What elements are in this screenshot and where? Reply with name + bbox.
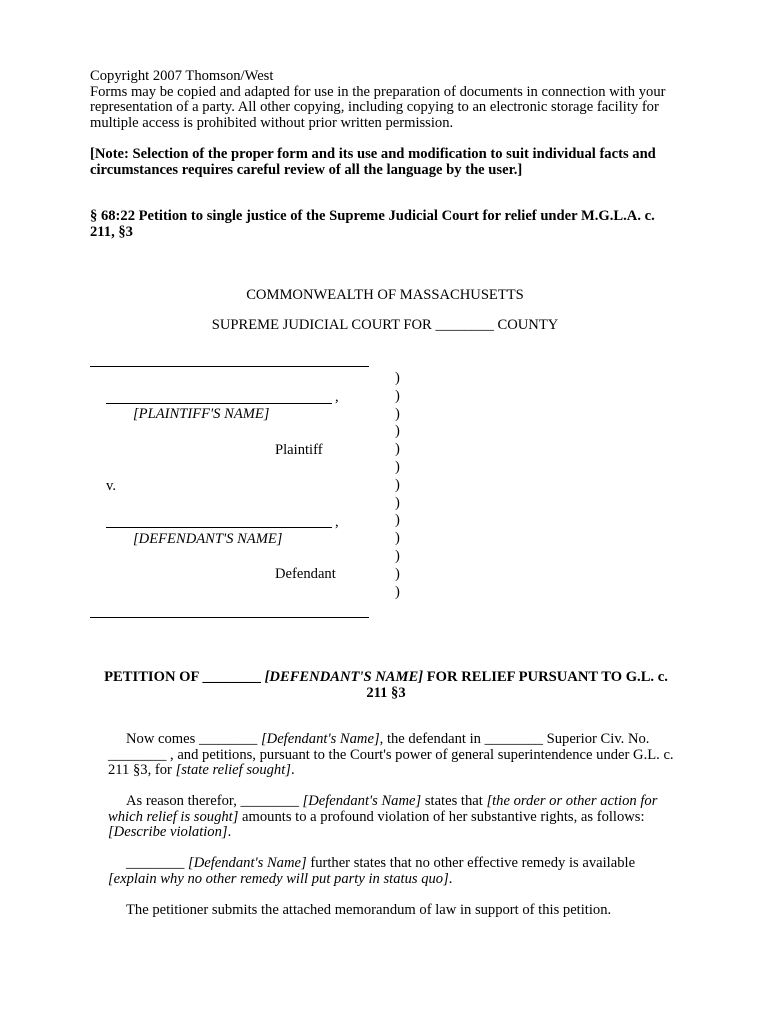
caption-bottom-rule — [90, 617, 369, 618]
caption-paren: ) — [395, 512, 400, 529]
defendant-label: Defendant — [275, 566, 336, 582]
versus-label: v. — [106, 478, 116, 494]
copyright-notice: Forms may be copied and adapted for use in the preparation of documents in connection with your representation of a party. All other copying, including copying to an electronic storage facility for multiple access is prohibited without prior written permission. — [90, 83, 666, 131]
caption-paren: ) — [395, 583, 400, 600]
caption-paren: ) — [395, 494, 400, 511]
caption-paren: ) — [395, 565, 400, 582]
caption-top-rule — [90, 366, 369, 367]
plaintiff-comma: , — [335, 389, 339, 405]
commonwealth-heading: COMMONWEALTH OF MASSACHUSETTS — [246, 287, 524, 303]
plaintiff-name-placeholder: [PLAINTIFF'S NAME] — [133, 406, 270, 422]
paragraph-now-comes: Now comes ________ [Defendant's Name], the defendant in ________ Superior Civ. No. ________ , and petitions, pursuant to the Court's power of general superintendence under G.L. c. 211 §3, for [state relief sought]. — [108, 731, 674, 779]
paragraph-reason: As reason therefor, ________ [Defendant's Name] states that [the order or other action for which relief is sought] amounts to a profound violation of her substantive rights, as follows: [Describe violation]. — [108, 793, 658, 841]
defendant-name-placeholder: [DEFENDANT'S NAME] — [133, 531, 283, 547]
caption-paren: ) — [395, 530, 400, 547]
caption-paren: ) — [395, 405, 400, 422]
court-heading: SUPREME JUDICIAL COURT FOR ________ COUNTY — [211, 317, 559, 333]
caption-paren: ) — [395, 370, 400, 386]
plaintiff-name-blank — [106, 403, 332, 404]
copyright-line: Copyright 2007 Thomson/West — [90, 68, 274, 84]
caption-paren-column — [395, 370, 405, 601]
caption-paren: ) — [395, 423, 400, 440]
section-title: § 68:22 Petition to single justice of the Supreme Judicial Court for relief under M.G.L.A. c. 211, §3 — [90, 208, 655, 240]
caption-paren: ) — [395, 547, 400, 564]
plaintiff-label: Plaintiff — [275, 442, 323, 458]
caption-paren: ) — [395, 458, 400, 475]
copyright-block — [90, 69, 680, 131]
petition-title: PETITION OF ________ [DEFENDANT'S NAME] FOR RELIEF PURSUANT TO G.L. c. 211 §3 — [104, 669, 668, 701]
caption-paren: ) — [395, 441, 400, 458]
paragraph-memorandum: The petitioner submits the attached memorandum of law in support of this petition. — [126, 902, 612, 918]
defendant-comma: , — [335, 514, 339, 530]
caption-paren: ) — [395, 387, 400, 404]
defendant-name-blank — [106, 527, 332, 528]
caption-paren: ) — [395, 476, 400, 493]
usage-note: [Note: Selection of the proper form and its use and modification to suit individual facts and circumstances requires careful review of all the language by the user.] — [90, 146, 656, 178]
paragraph-no-remedy: ________ [Defendant's Name] further states that no other effective remedy is available [explain why no other remedy will put party in status quo]. — [108, 855, 636, 887]
